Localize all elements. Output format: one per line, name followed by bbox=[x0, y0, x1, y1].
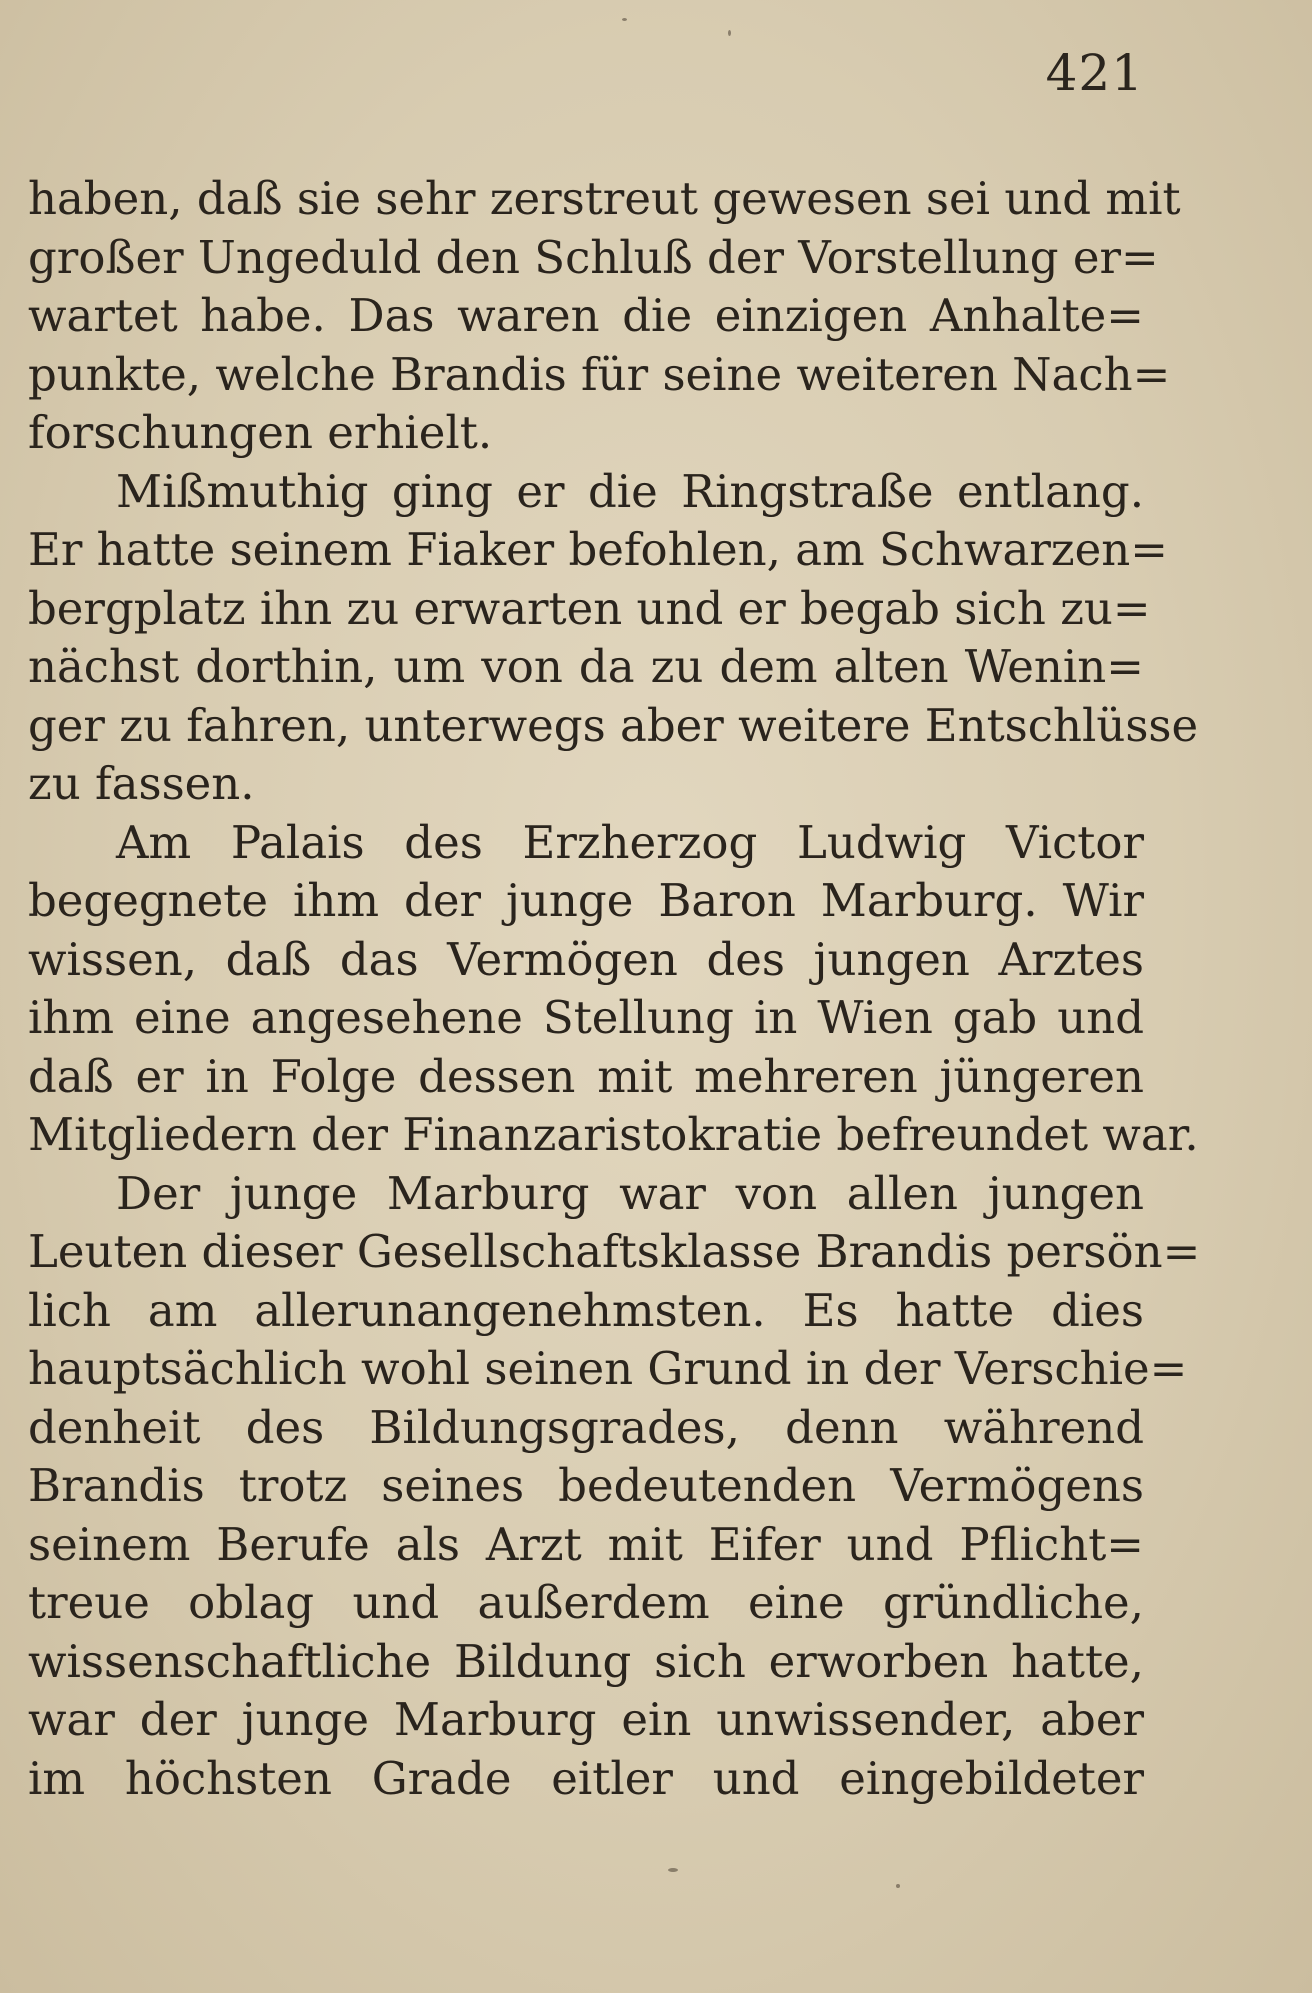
text-line: punkte, welche Brandis für seine weiteren Nach= bbox=[28, 347, 1171, 401]
page-number: 421 bbox=[1045, 44, 1144, 102]
text-line: denheit des Bildungsgrades, denn während bbox=[28, 1400, 1144, 1454]
paper-speck bbox=[728, 30, 731, 36]
text-line: Mitgliedern der Finanzaristokratie befreundet war. bbox=[28, 1108, 1199, 1161]
text-line: Er hatte seinem Fiaker befohlen, am Schwarzen= bbox=[28, 523, 1168, 576]
text-line: forschungen erhielt. bbox=[28, 406, 493, 459]
paragraph-1 bbox=[28, 170, 1181, 463]
text-line: hauptsächlich wohl seinen Grund in der Verschie= bbox=[28, 1342, 1188, 1395]
text-line: nächst dorthin, um von da zu dem alten Wenin= bbox=[28, 640, 1144, 693]
paragraph-3 bbox=[28, 814, 1199, 1165]
text-line: Am Palais des Erzherzog Ludwig Victor bbox=[116, 815, 1144, 869]
text-line: wissenschaftliche Bildung sich erworben hatte, bbox=[28, 1634, 1144, 1688]
text-line: ihm eine angesehene Stellung in Wien gab und bbox=[28, 991, 1144, 1044]
text-line: treue oblag und außerdem eine gründliche, bbox=[28, 1576, 1144, 1629]
paper-speck bbox=[668, 1868, 678, 1872]
body-text bbox=[28, 170, 1201, 1808]
text-line: daß er in Folge dessen mit mehreren jüngeren bbox=[28, 1049, 1144, 1103]
text-line: zu fassen. bbox=[28, 757, 255, 810]
text-line: ger zu fahren, unterwegs aber weitere Entschlüsse bbox=[28, 698, 1199, 752]
text-line: Mißmuthig ging er die Ringstraße entlang. bbox=[116, 464, 1144, 518]
text-line: seinem Berufe als Arzt mit Eifer und Pflicht= bbox=[28, 1517, 1144, 1571]
paper-speck bbox=[622, 18, 627, 21]
text-line: begegnete ihm der junge Baron Marburg. Wir bbox=[28, 874, 1144, 927]
paragraph-2 bbox=[28, 463, 1199, 814]
paragraph-4 bbox=[28, 1165, 1201, 1809]
text-line: Brandis trotz seines bedeutenden Vermögens bbox=[28, 1459, 1144, 1512]
paper-speck bbox=[896, 1884, 900, 1888]
text-line: Leuten dieser Gesellschaftsklasse Brandis persön= bbox=[28, 1225, 1201, 1278]
text-line: wissen, daß das Vermögen des jungen Arztes bbox=[28, 932, 1144, 986]
text-line: im höchsten Grade eitler und eingebildeter bbox=[28, 1751, 1144, 1805]
text-line: wartet habe. Das waren die einzigen Anhalte= bbox=[28, 289, 1144, 342]
text-line: lich am allerunangenehmsten. Es hatte dies bbox=[28, 1283, 1144, 1337]
text-line: großer Ungeduld den Schluß der Vorstellung er= bbox=[28, 230, 1159, 284]
text-line: war der junge Marburg ein unwissender, aber bbox=[28, 1693, 1144, 1746]
text-line: Der junge Marburg war von allen jungen bbox=[116, 1166, 1144, 1220]
text-line: bergplatz ihn zu erwarten und er begab sich zu= bbox=[28, 581, 1151, 635]
text-line: haben, daß sie sehr zerstreut gewesen sei und mit bbox=[28, 172, 1181, 225]
